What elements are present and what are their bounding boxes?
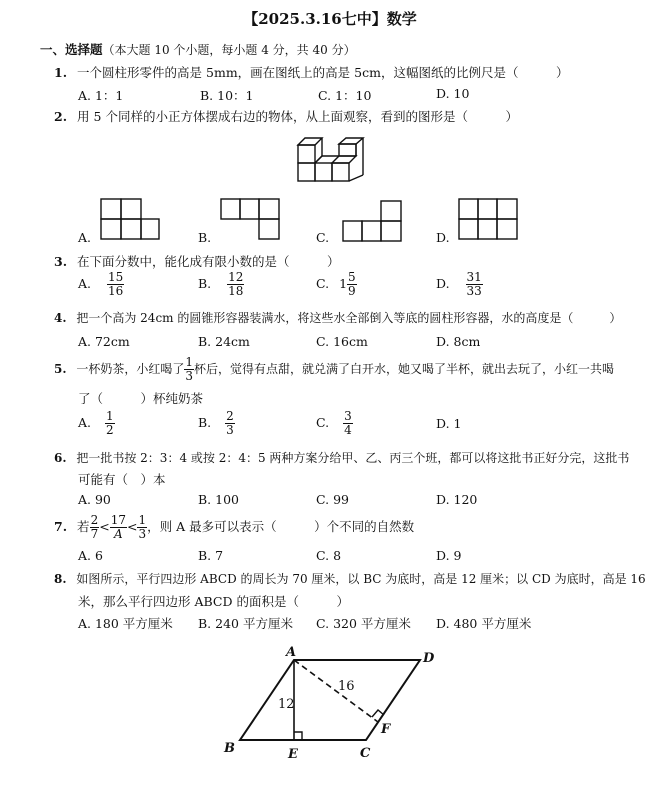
height-label-16: 16 xyxy=(338,679,355,694)
denominator: 4 xyxy=(344,423,352,437)
q3-option-c[interactable] xyxy=(316,271,357,298)
denominator: A xyxy=(113,527,123,541)
question-6 xyxy=(54,449,629,466)
numerator: 5 xyxy=(348,270,356,284)
question-4 xyxy=(54,309,621,326)
numerator: 17 xyxy=(110,513,126,527)
question-6-line-2: 可能有（ ）本 xyxy=(78,472,166,487)
numerator: 3 xyxy=(344,409,352,423)
question-text-cont: ，则 A 最多可以表示（ ）个不同的自然数 xyxy=(147,519,415,534)
numerator: 15 xyxy=(108,270,124,284)
option-label: B. xyxy=(198,415,212,430)
question-number: 8. xyxy=(54,572,67,586)
fraction xyxy=(225,410,235,437)
vertex-label-c: C xyxy=(360,746,371,761)
vertex-label-e: E xyxy=(288,747,298,762)
question-number: 1. xyxy=(54,65,68,80)
option-label: C. xyxy=(316,276,330,291)
q8-option-b[interactable]: B. 240 平方厘米 xyxy=(198,616,293,631)
question-text-cont: 杯后，觉得有点甜，就兑满了白开水，她又喝了半杯，就出去玩了，小红一共喝 xyxy=(194,362,615,376)
q5-option-a[interactable] xyxy=(78,410,115,437)
q2-option-b[interactable]: B. xyxy=(198,230,212,245)
q4-option-c[interactable]: C. 16cm xyxy=(316,334,368,349)
q7-option-d[interactable]: D. 9 xyxy=(436,548,462,563)
q6-option-a[interactable]: A. 90 xyxy=(78,492,111,507)
question-text: 在下面分数中，能化成有限小数的是（ ） xyxy=(77,254,340,269)
question-number: 5. xyxy=(54,362,67,376)
denominator: 33 xyxy=(466,284,482,298)
q6-option-b[interactable]: B. 100 xyxy=(198,492,239,507)
question-text: 若 xyxy=(77,519,90,534)
question-3 xyxy=(54,252,340,270)
question-7 xyxy=(54,514,414,541)
denominator: 18 xyxy=(228,284,244,298)
question-number: 4. xyxy=(54,311,67,325)
question-8-line-2: 米，那么平行四边形 ABCD 的面积是（ ） xyxy=(78,594,349,609)
q1-option-d[interactable]: D. 10 xyxy=(436,86,470,101)
q6-option-d[interactable]: D. 120 xyxy=(436,492,478,507)
q8-parallelogram-figure xyxy=(220,640,450,773)
fraction xyxy=(107,271,124,298)
q2-option-c-figure xyxy=(342,200,402,245)
question-text: 如图所示，平行四边形 ABCD 的周长为 70 厘米，以 BC 为底时，高是 12 厘米；以 CD 为底时，高是 16 xyxy=(76,572,646,586)
q6-option-c[interactable]: C. 99 xyxy=(316,492,349,507)
numerator: 1 xyxy=(185,355,194,369)
vertex-label-f: F xyxy=(381,722,391,737)
q1-option-b[interactable]: B. 10：1 xyxy=(200,88,254,103)
option-label: A. xyxy=(78,276,92,291)
q1-option-a[interactable]: A. 1：1 xyxy=(78,88,124,103)
vertex-label-b: B xyxy=(224,741,235,756)
q2-option-c[interactable]: C. xyxy=(316,230,330,245)
q3-option-a[interactable] xyxy=(78,271,124,298)
q8-option-a[interactable]: A. 180 平方厘米 xyxy=(78,616,173,631)
q2-option-b-figure xyxy=(220,198,280,243)
fraction xyxy=(110,514,127,541)
numerator: 2 xyxy=(226,409,234,423)
q5-option-b[interactable] xyxy=(198,410,235,437)
q1-option-c[interactable]: C. 1：10 xyxy=(318,88,372,103)
fraction xyxy=(184,356,194,383)
q7-option-c[interactable]: C. 8 xyxy=(316,548,342,563)
option-label: A. xyxy=(78,415,92,430)
numerator: 1 xyxy=(106,409,114,423)
denominator: 9 xyxy=(348,284,356,298)
numerator: 31 xyxy=(466,270,482,284)
question-2 xyxy=(54,107,518,125)
q4-option-d[interactable]: D. 8cm xyxy=(436,334,481,349)
question-text: 一杯奶茶，小红喝了 xyxy=(76,362,185,376)
q7-option-a[interactable]: A. 6 xyxy=(78,548,103,563)
numerator: 2 xyxy=(90,513,99,527)
denominator: 16 xyxy=(108,284,124,298)
q2-option-d[interactable]: D. xyxy=(436,230,450,245)
q2-option-d-figure xyxy=(458,198,518,243)
denominator: 7 xyxy=(90,527,99,541)
question-text: 一个圆柱形零件的高是 5mm，画在图纸上的高是 5cm，这幅图纸的比例尺是（ ） xyxy=(77,65,569,80)
question-5-line-2: 了（ ）杯纯奶茶 xyxy=(78,391,204,406)
q2-option-a[interactable]: A. xyxy=(78,230,92,245)
q8-option-d[interactable]: D. 480 平方厘米 xyxy=(436,616,532,631)
less-than: < xyxy=(99,519,110,534)
question-text: 把一批书按 2：3：4 或按 2：4：5 两种方案分给甲、乙、丙三个班，都可以将这批书正好分完，这批书 xyxy=(76,451,630,465)
q8-option-c[interactable]: C. 320 平方厘米 xyxy=(316,616,411,631)
height-label-12: 12 xyxy=(278,697,295,712)
whole-number: 1 xyxy=(339,276,348,291)
q2-solid-figure xyxy=(296,135,368,188)
question-text: 把一个高为 24cm 的圆锥形容器装满水，将这些水全部倒入等底的圆柱形容器，水的高度是（ ） xyxy=(76,311,622,325)
fraction xyxy=(347,271,357,298)
q2-option-a-figure xyxy=(100,198,160,243)
less-than: < xyxy=(126,519,138,534)
denominator: 2 xyxy=(106,423,114,437)
question-number: 7. xyxy=(54,519,68,534)
denominator: 3 xyxy=(226,423,234,437)
q5-option-c[interactable] xyxy=(316,410,353,437)
section-heading-row xyxy=(40,40,356,58)
option-label: C. xyxy=(316,415,330,430)
numerator: 1 xyxy=(138,513,147,527)
q4-option-a[interactable]: A. 72cm xyxy=(78,334,130,349)
question-5 xyxy=(54,356,614,383)
fraction xyxy=(227,271,244,298)
vertex-label-d: D xyxy=(423,651,435,666)
question-1 xyxy=(54,63,568,81)
denominator: 3 xyxy=(185,369,194,383)
section-heading: 一、选择题 xyxy=(40,42,103,57)
numerator: 12 xyxy=(228,270,244,284)
fraction xyxy=(343,410,353,437)
question-8 xyxy=(54,570,646,587)
option-label: B. xyxy=(198,276,212,291)
fraction xyxy=(137,514,147,541)
question-number: 6. xyxy=(54,451,67,465)
q3-option-b[interactable] xyxy=(198,271,244,298)
option-label: D. xyxy=(436,276,450,291)
page-title: 【2025.3.16七中】数学 xyxy=(243,10,417,28)
q3-option-d[interactable] xyxy=(436,271,483,298)
fraction xyxy=(466,271,483,298)
section-note: （本大题 10 个小题，每小题 4 分，共 40 分） xyxy=(102,43,356,57)
denominator: 3 xyxy=(138,527,147,541)
fraction xyxy=(90,514,100,541)
vertex-label-a: A xyxy=(286,645,297,660)
q4-option-b[interactable]: B. 24cm xyxy=(198,334,250,349)
question-text: 用 5 个同样的小正方体摆成右边的物体，从上面观察，看到的图形是（ ） xyxy=(77,109,518,124)
question-number: 3. xyxy=(54,254,68,269)
q7-option-b[interactable]: B. 7 xyxy=(198,548,224,563)
q5-option-d[interactable]: D. 1 xyxy=(436,416,462,431)
question-number: 2. xyxy=(54,109,68,124)
fraction xyxy=(105,410,115,437)
